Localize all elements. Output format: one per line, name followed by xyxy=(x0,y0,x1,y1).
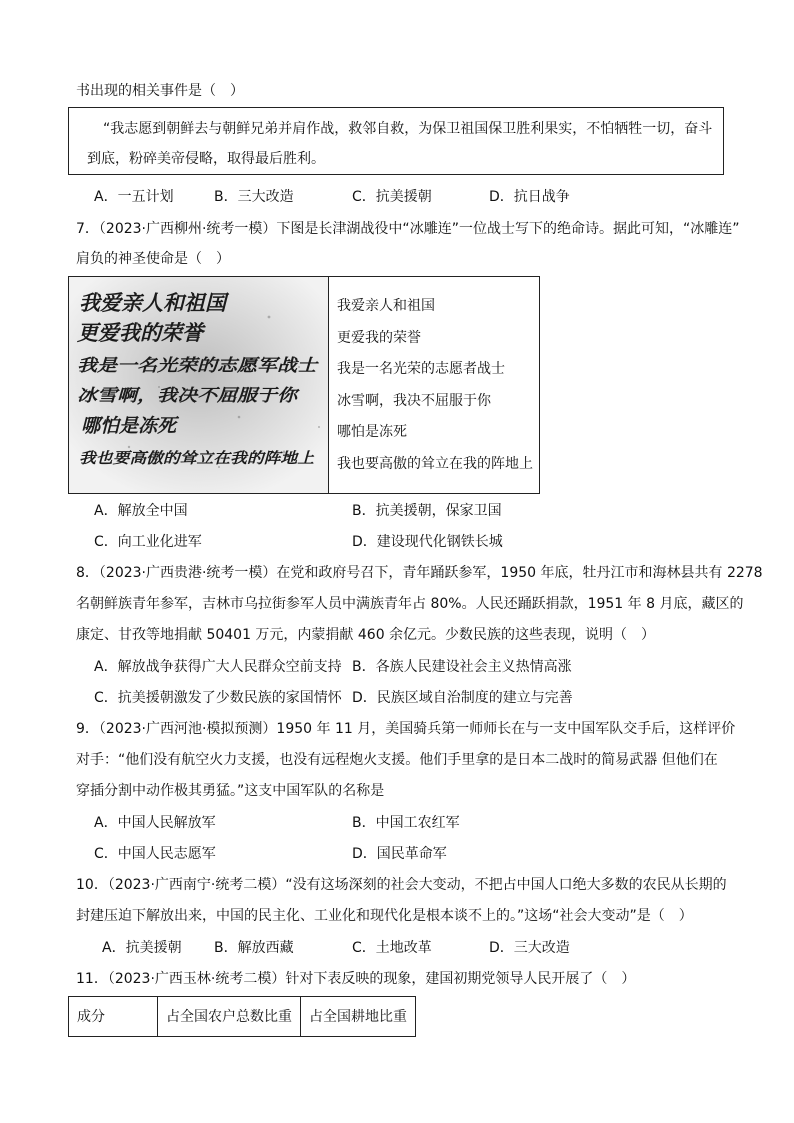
q9-option-d[interactable]: D．国民革命军 xyxy=(352,846,447,862)
q10-option-b[interactable]: B．解放西藏 xyxy=(214,940,294,956)
q10-option-a[interactable]: A．抗美援朝 xyxy=(102,940,182,956)
q7-option-a[interactable]: A．解放全中国 xyxy=(94,503,188,519)
poem-line-5: 哪怕是冻死 xyxy=(337,424,407,440)
q8-option-d[interactable]: D．民族区域自治制度的建立与完善 xyxy=(352,690,573,706)
handwriting-line-6: 我也要高傲的耸立在我的阵地上 xyxy=(79,449,316,467)
table-header-cell: 占全国耕地比重 xyxy=(301,997,416,1037)
q10-option-d[interactable]: D．三大改造 xyxy=(489,940,570,956)
q7-stem-line1: 7．（2023·广西柳州·统考一模）下图是长津湖战役中“冰雕连”一位战士写下的绝命诗。据此可知，“冰雕连” xyxy=(76,221,740,237)
q6-option-a[interactable]: A．一五计划 xyxy=(94,189,174,205)
poem-line-3: 我是一名光荣的志愿者战士 xyxy=(337,361,505,377)
handwriting-line-3: 我是一名光荣的志愿军战士 xyxy=(77,356,320,376)
table-header-cell: 占全国农户总数比重 xyxy=(158,997,301,1037)
q11-data-table xyxy=(68,996,416,1037)
q8-option-a[interactable]: A．解放战争获得广大人民群众空前支持 xyxy=(94,659,342,675)
q6-option-d[interactable]: D．抗日战争 xyxy=(489,189,570,205)
q8-option-b[interactable]: B．各族人民建设社会主义热情高涨 xyxy=(352,659,572,675)
handwriting-scan-graphic xyxy=(69,277,328,493)
q6-quote-line1: “我志愿到朝鲜去与朝鲜兄弟并肩作战，救邻自救，为保卫祖国保卫胜利果实，不怕牺牲一切，奋斗 xyxy=(103,121,713,137)
q7-stem-line2: 肩负的神圣使命是（ ） xyxy=(76,251,230,267)
q8-option-c[interactable]: C．抗美援朝激发了少数民族的家国情怀 xyxy=(94,690,342,706)
q6-option-c[interactable]: C．抗美援朝 xyxy=(352,189,432,205)
q6-option-b[interactable]: B．三大改造 xyxy=(214,189,294,205)
table-header-row xyxy=(69,997,416,1037)
table-header-cell: 成分 xyxy=(69,997,158,1037)
q7-option-b[interactable]: B．抗美援朝，保家卫国 xyxy=(352,503,502,519)
handwriting-line-2: 更爱我的荣誉 xyxy=(77,320,203,345)
poem-line-6: 我也要高傲的耸立在我的阵地上 xyxy=(337,455,533,472)
q9-option-b[interactable]: B．中国工农红军 xyxy=(352,815,460,831)
q7-option-c[interactable]: C．向工业化进军 xyxy=(94,534,202,550)
poem-line-2: 更爱我的荣誉 xyxy=(337,329,421,346)
q6-quote-box xyxy=(68,107,724,175)
q9-stem-line1: 9．（2023·广西河池·模拟预测）1950 年 11 月，美国骑兵第一师师长在与一支中国军队交手后，这样评价 xyxy=(76,721,736,737)
q8-stem-line1: 8．（2023·广西贵港·统考一模）在党和政府号召下，青年踊跃参军，1950 年底，牡丹江市和海林县共有 2278 xyxy=(76,565,763,581)
handwritten-poem-image xyxy=(69,277,329,493)
q6-quote-line2: 到底，粉碎美帝侵略，取得最后胜利。 xyxy=(87,151,325,167)
q10-stem-line2: 封建压迫下解放出来，中国的民主化、工业化和现代化是根本谈不上的。”这场“社会大变动”是（ ） xyxy=(76,908,693,924)
q9-option-c[interactable]: C．中国人民志愿军 xyxy=(94,846,216,862)
q9-stem-line2: 对手：“他们没有航空火力支援，也没有远程炮火支援。他们手里拿的是日本二战时的简易武器 但他们在 xyxy=(76,752,718,768)
poem-line-1: 我爱亲人和祖国 xyxy=(337,298,435,314)
handwriting-line-4: 冰雪啊，我决不屈服于你 xyxy=(77,386,301,406)
q10-option-c[interactable]: C．土地改革 xyxy=(352,940,432,956)
q7-poem-transcription xyxy=(337,299,533,488)
q7-poem-box xyxy=(68,276,540,494)
q11-stem-line1: 11．（2023·广西玉林·统考二模）针对下表反映的现象，建国初期党领导人民开展了（ ） xyxy=(76,971,636,987)
q10-stem-line1: 10．（2023·广西南宁·统考二模）“没有这场深刻的社会大变动，不把占中国人口绝大多数的农民从长期的 xyxy=(76,877,727,893)
q8-stem-line3: 康定、甘孜等地捐献 50401 万元，内蒙捐献 460 余亿元。少数民族的这些表现，说明（ ） xyxy=(76,627,656,643)
q9-option-a[interactable]: A．中国人民解放军 xyxy=(94,815,216,831)
q6-stem-tail: 书出现的相关事件是（ ） xyxy=(76,83,244,99)
handwriting-line-1: 我爱亲人和祖国 xyxy=(79,290,226,315)
handwriting-line-5: 哪怕是冻死 xyxy=(81,415,177,437)
poem-line-4: 冰雪啊，我决不屈服于你 xyxy=(337,392,491,409)
q8-stem-line2: 名朝鲜族青年参军，吉林市乌拉街参军人员中满族青年占 80%。人民还踊跃捐款，1951 年 8 月底，藏区的 xyxy=(76,596,744,612)
q7-option-d[interactable]: D．建设现代化钢铁长城 xyxy=(352,534,503,550)
q9-stem-line3: 穿插分割中动作极其勇猛。”这支中国军队的名称是 xyxy=(76,783,385,799)
